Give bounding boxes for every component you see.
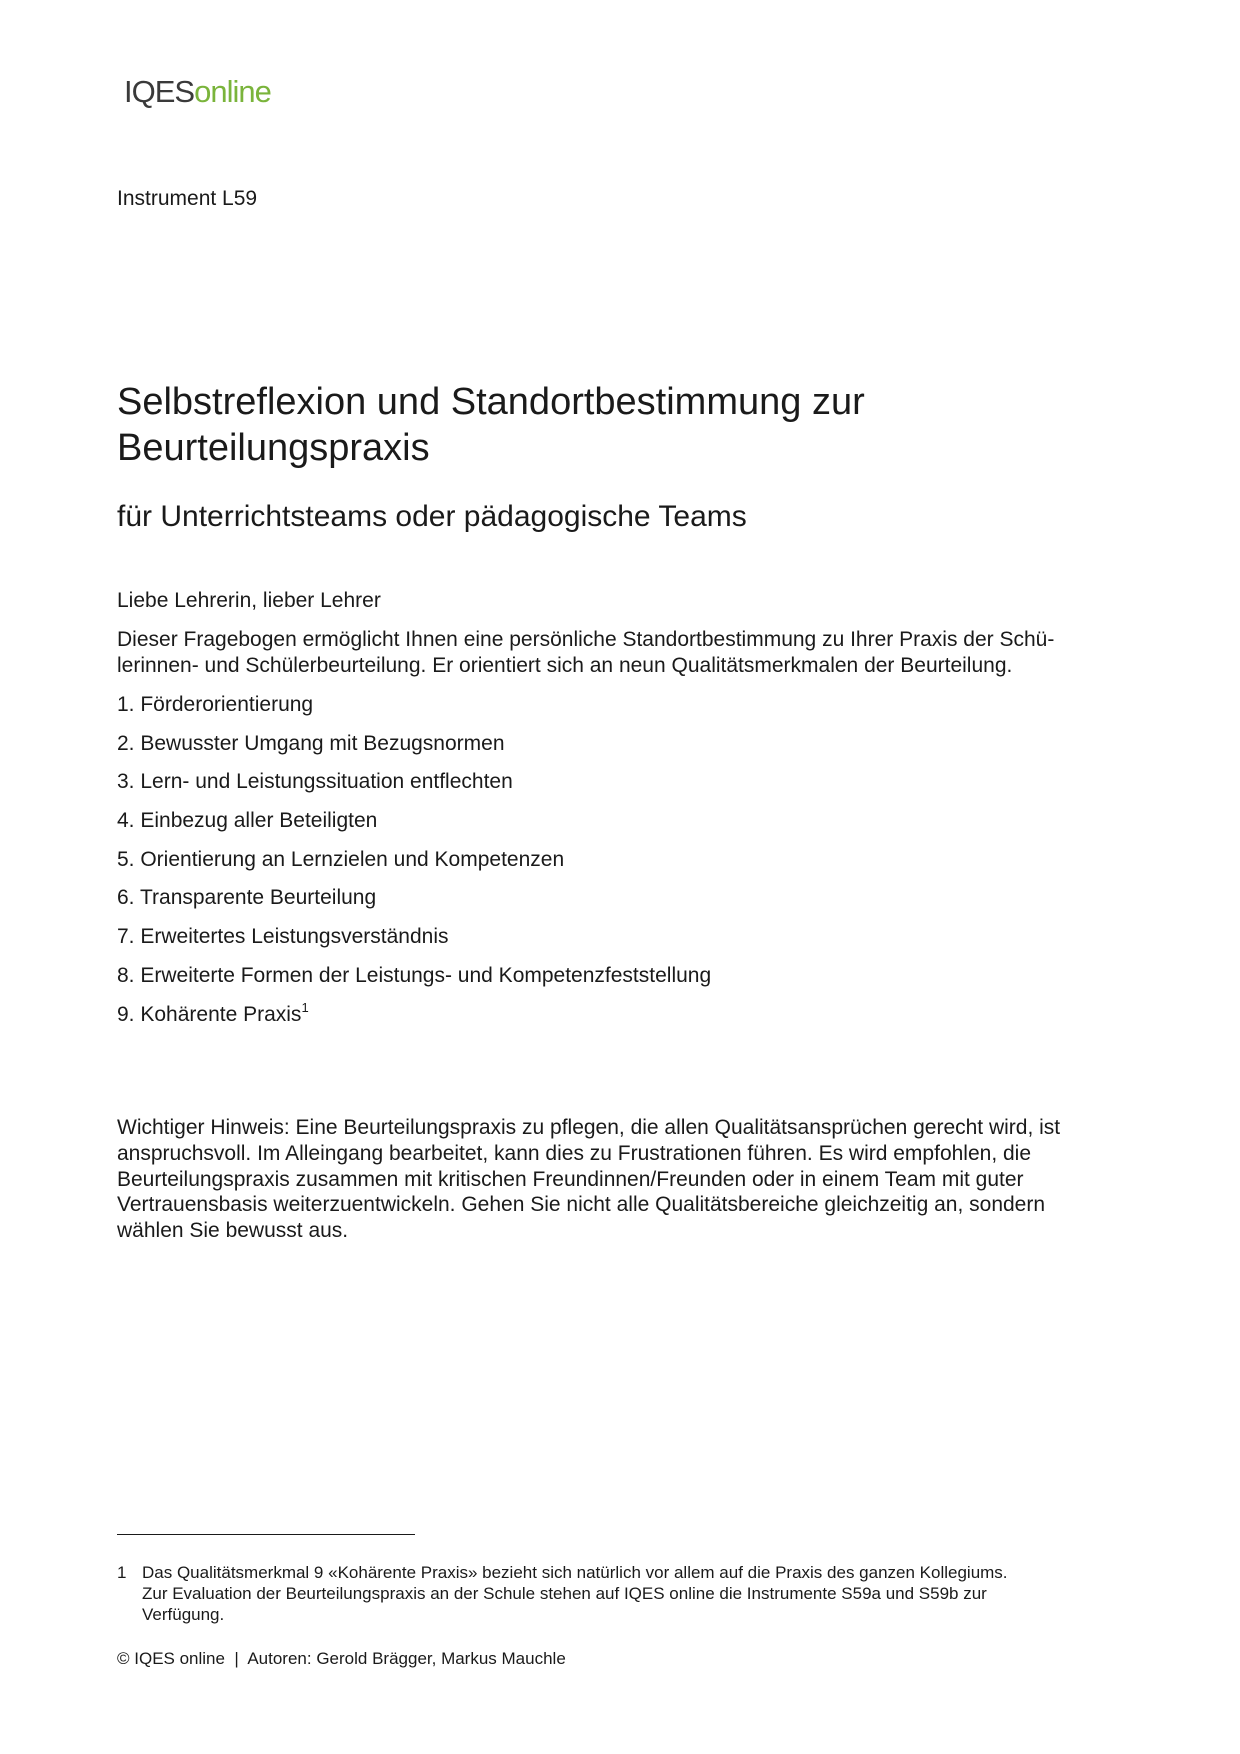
criteria-item [117,847,711,886]
footnote-line: Verfügung. [142,1605,225,1624]
notice-line: Vertrauensbasis weiterzuentwickeln. Gehen Sie nicht alle Qualitätsbereiche gleichzeitig an, sondern [117,1193,1046,1217]
criteria-item-label: 9. Kohärente Praxis [117,1002,302,1026]
footnote-line: Das Qualitätsmerkmal 9 «Kohärente Praxis» bezieht sich natürlich vor allem auf die Praxis des ganzen Kollegiums. [142,1563,1008,1582]
iqes-online-logo [124,74,271,110]
criteria-item [117,769,711,808]
footnote-reference[interactable]: 1 [301,999,309,1015]
notice-line: anspruchsvoll. Im Alleingang bearbeitet, kann dies zu Frustrationen führen. Es wird empfohlen, die [117,1141,1032,1165]
criteria-item [117,999,711,1041]
important-notice [117,1115,1147,1244]
criteria-item-label: 1. Förderorientierung [117,693,314,716]
instrument-label: Instrument L59 [117,187,258,210]
criteria-item [117,692,711,731]
criteria-item [117,924,711,963]
criteria-item-label: 3. Lern- und Leistungssituation entflechten [117,770,513,794]
notice-line: Wichtiger Hinweis: Eine Beurteilungspraxis zu pflegen, die allen Qualitätsansprüchen gerecht wird, ist [117,1116,1061,1139]
page-footer: © IQES online | Autoren: Gerold Brägger, Markus Mauchle [117,1649,566,1668]
document-title: Selbstreflexion und Standortbestimmung zur Beurteilungspraxis [117,381,865,469]
document-subtitle: für Unterrichtsteams oder pädagogische Teams [117,500,747,533]
quality-criteria-list [117,692,711,1040]
criteria-item-label: 7. Erweitertes Leistungsverständnis [117,925,449,949]
criteria-item-label: 4. Einbezug aller Beteiligten [117,809,378,833]
intro-paragraph [117,627,1137,679]
logo-online-text: online [194,74,271,109]
notice-line: Beurteilungspraxis zusammen mit kritischen Freundinnen/Freunden oder in einem Team mit guter [117,1167,1024,1191]
greeting: Liebe Lehrerin, lieber Lehrer [117,589,381,612]
criteria-item [117,731,711,770]
criteria-item-label: 2. Bewusster Umgang mit Bezugsnormen [117,731,505,755]
footnote-divider [117,1534,415,1535]
notice-line: wählen Sie bewusst aus. [117,1219,349,1243]
criteria-item [117,963,711,1002]
criteria-item-label: 8. Erweiterte Formen der Leistungs- und Kompetenzfeststellung [117,963,712,987]
logo-iqes-text: IQES [124,74,195,109]
footnote-text [142,1562,1008,1625]
footnote-number: 1 [117,1563,127,1582]
intro-line: lerinnen- und Schülerbeurteilung. Er orientiert sich an neun Qualitätsmerkmalen der Beurteilung. [117,654,1013,677]
footnote-line: Zur Evaluation der Beurteilungspraxis an der Schule stehen auf IQES online die Instrumente S59a und S59b zur [142,1584,987,1603]
criteria-item-label: 5. Orientierung an Lernzielen und Kompetenzen [117,847,565,871]
criteria-item [117,808,711,847]
criteria-item-label: 6. Transparente Beurteilung [117,886,377,910]
intro-line: Dieser Fragebogen ermöglicht Ihnen eine persönliche Standortbestimmung zu Ihrer Praxis der Schü- [117,628,1055,651]
criteria-item [117,885,711,924]
